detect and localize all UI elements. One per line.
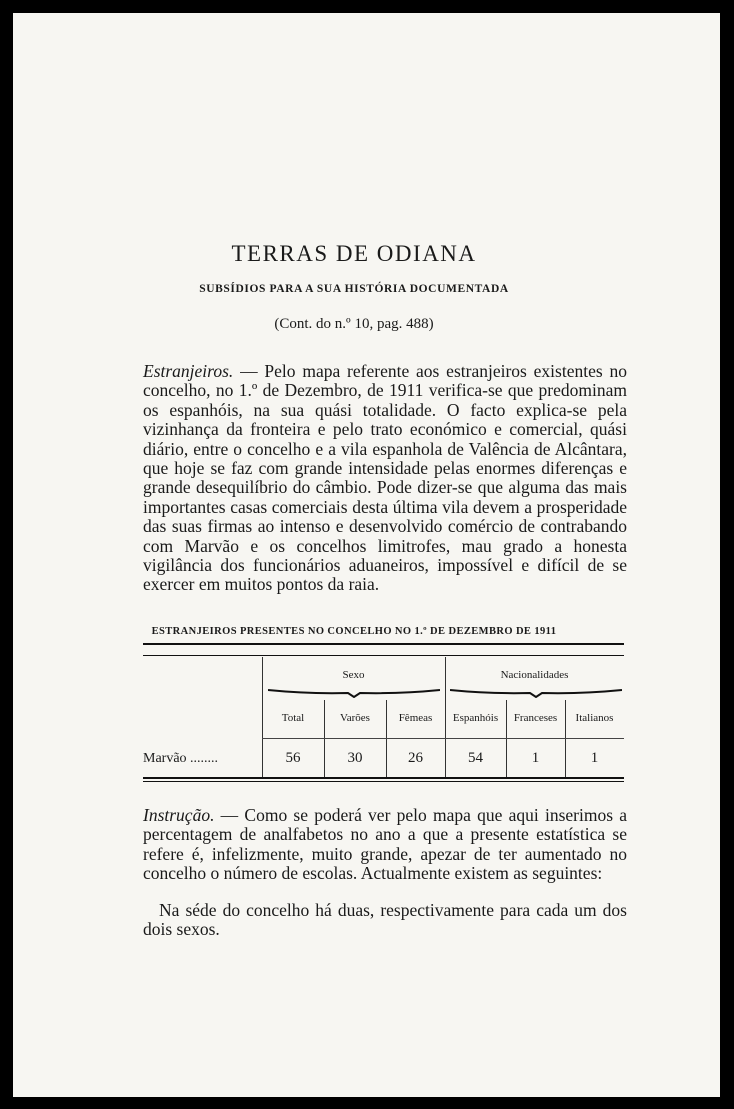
cell-total: 56 bbox=[285, 750, 301, 766]
col-franceses: Franceses bbox=[513, 712, 558, 724]
nacionalidades-brace bbox=[450, 688, 622, 698]
paragraph-text: Como se poderá ver pelo mapa que aqui inserimos a percentagem de analfabetos no ano a que a presente estatística se refere é, infelizmente, muito grande, apezar de ter aumentado no concelho o número de escolas. Actualmente existem as seguintes: bbox=[143, 805, 628, 884]
paragraph-instrucao: Instrução. — Como se poderá ver pelo mapa que aqui inserimos a percentagem de analfabetos no ano a que a presente estatística se refere é, infelizmente, muito grande, apezar de ter aumentado no concelho o número de escolas. Actualmente existem as seguintes: bbox=[143, 805, 628, 884]
cell-espanhois: 54 bbox=[468, 750, 483, 766]
cell-varoes: 30 bbox=[347, 750, 363, 766]
paragraph-lead: Estranjeiros. bbox=[143, 361, 234, 381]
table-caption: ESTRANJEIROS PRESENTES NO CONCELHO NO 1.º DE DEZEMBRO DE 1911 bbox=[151, 626, 557, 637]
paragraph-escolas: Na séde do concelho há duas, respectivamente para cada um dos dois sexos. bbox=[143, 900, 627, 940]
table-subheader-rule bbox=[262, 738, 624, 739]
header-sexo: Sexo bbox=[342, 669, 365, 681]
table-header-rule bbox=[143, 655, 624, 656]
cell-italianos: 1 bbox=[590, 750, 599, 766]
paragraph-lead: Instrução. bbox=[143, 805, 215, 825]
paragraph-text: Pelo mapa referente aos estranjeiros existentes no concelho, no 1.º de Dezembro, de 1911 verifica-se que predominam os espanhóis, na sua quási totalidade. O facto explica-se pela vizinhança da fronteira e pelo trato económico e comercial, quási diário, entre o concelho e a vila espanhola de Valência de Alcântara, que hoje se faz com grande intensidade pelas enormes diferenças e grande desequilíbrio do câmbio. Pode dizer-se que alguma das mais importantes casas comerciais desta última vila devem a prosperidade das suas firmas ao intenso e desenvolvido comércio de contrabando com Marvão e os concelhos limitrofes, mau grado a honesta vigilância dos funcionários aduaneiros, impossível e difícil de se exercer em muitos pontos da raia. bbox=[143, 361, 627, 595]
continuation-note: (Cont. do n.º 10, pag. 488) bbox=[274, 316, 434, 332]
sexo-brace bbox=[268, 688, 440, 698]
header-nacionalidades: Nacionalidades bbox=[500, 669, 569, 681]
col-italianos: Italianos bbox=[575, 712, 614, 724]
cell-femeas: 26 bbox=[408, 750, 423, 766]
cell-franceses: 1 bbox=[531, 750, 540, 766]
table-bottom-rule-thin bbox=[143, 781, 624, 782]
col-varoes: Varões bbox=[340, 712, 370, 724]
table-bottom-rule bbox=[143, 777, 624, 779]
col-espanhois: Espanhóis bbox=[452, 712, 499, 724]
table-top-rule bbox=[143, 643, 624, 645]
article-title: TERRAS DE ODIANA bbox=[231, 241, 477, 266]
col-total: Total bbox=[281, 712, 305, 724]
row-label-marvao: Marvão ........ bbox=[143, 751, 219, 766]
col-femeas: Fêmeas bbox=[398, 712, 433, 724]
article-subtitle: SUBSÍDIOS PARA A SUA HISTÓRIA DOCUMENTADA bbox=[199, 283, 509, 295]
paragraph-estranjeiros: Estranjeiros. — Pelo mapa referente aos estranjeiros existentes no concelho, no 1.º de Dezembro, de 1911 verifica-se que predominam os espanhóis, na sua quási totalidade. O facto explica-se pela vizinhança da fronteira e pelo trato económico e comercial, quási diário, entre o concelho e a vila espanhola de Valência de Alcântara, que hoje se faz com grande intensidade pelas enormes diferenças e grande desequilíbrio do câmbio. Pode dizer-se que alguma das mais importantes casas comerciais desta última vila devem a prosperidade das suas firmas ao intenso e desenvolvido comércio de contrabando com Marvão e os concelhos limitrofes, mau grado a honesta vigilância dos funcionários aduaneiros, impossível e difícil de se exercer em muitos pontos da raia. bbox=[143, 361, 627, 595]
